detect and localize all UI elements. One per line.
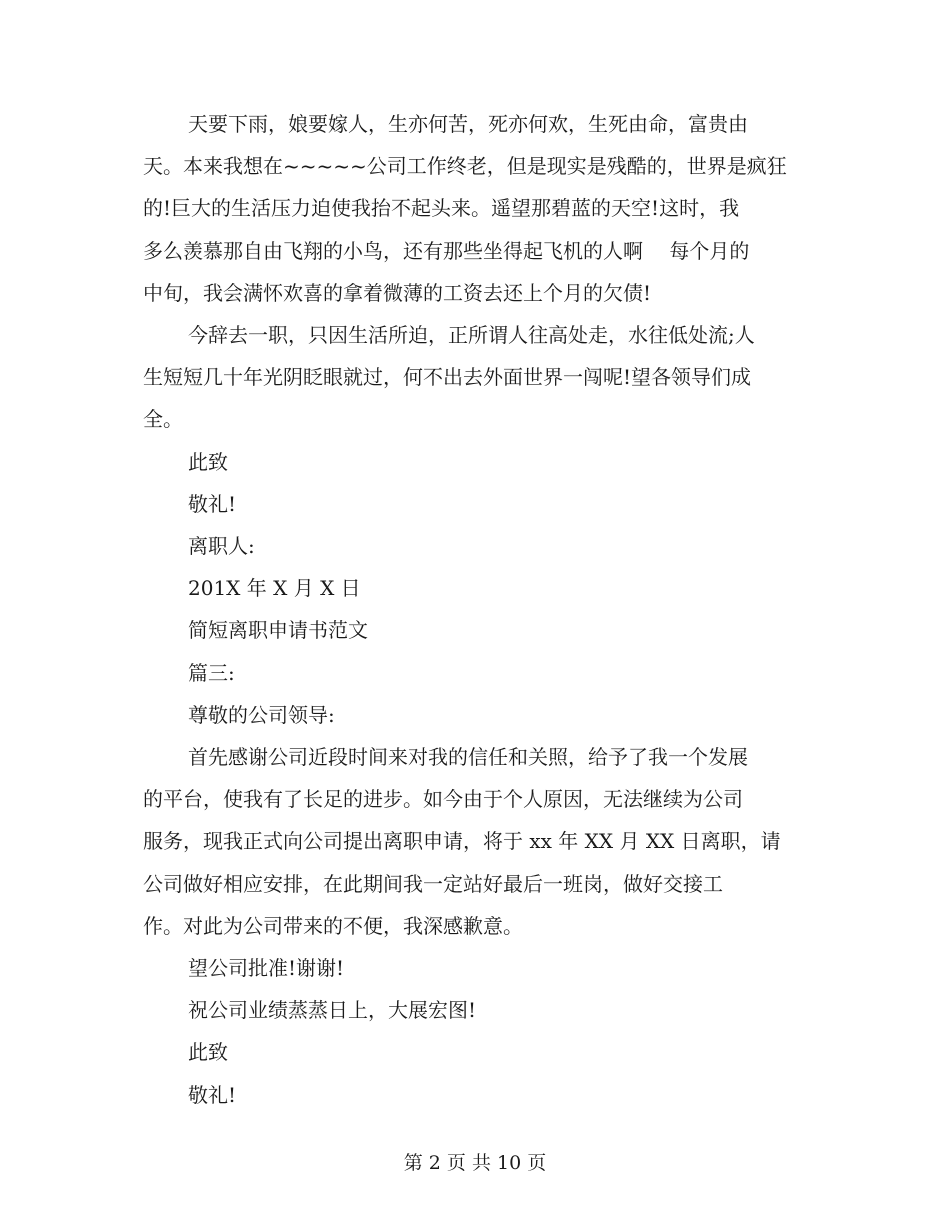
closing-phrase: 此致 [188,449,228,474]
document-body [143,103,808,1116]
text-line: 首先感谢公司近段时间来对我的信任和关照，给予了我一个发展 [188,745,748,770]
text-line: 望公司批准!谢谢! [188,956,345,981]
page-footer [0,1148,950,1175]
text-line: 今辞去一职，只因生活所迫，正所谓人往高处走，水往低处流;人 [188,323,755,348]
section-title: 简短离职申请书范文 [188,618,368,643]
signature-label: 离职人: [188,534,255,559]
text-line: 祝公司业绩蒸蒸日上，大展宏图! [188,998,477,1023]
salutation: 敬礼! [188,1082,237,1107]
text-line: 天。本来我想在~~~~~公司工作终老，但是现实是残酷的，世界是疯狂 [143,154,787,179]
text-line: 全。 [143,407,183,432]
closing-phrase: 此致 [188,1040,228,1065]
salutation: 敬礼! [188,491,237,516]
text-line: 公司做好相应安排，在此期间我一定站好最后一班岗，做好交接工 [143,871,723,896]
section-number: 篇三: [188,660,235,685]
text-line: 生短短几十年光阴眨眼就过，何不出去外面世界一闯呢!望各领导们成 [143,365,752,390]
text-line: 中旬，我会满怀欢喜的拿着微薄的工资去还上个月的欠债! [143,280,652,305]
page-number: 第 2 页 共 10 页 [403,1152,547,1174]
text-line: 作。对此为公司带来的不便，我深感歉意。 [143,913,523,938]
date-line: 201X 年 X 月 X 日 [188,576,361,601]
text-line: 的平台，使我有了长足的进步。如今由于个人原因，无法继续为公司 [143,787,743,812]
text-line: 的!巨大的生活压力迫使我抬不起头来。遥望那碧蓝的天空!这时，我 [143,196,740,221]
text-line: 服务，现我正式向公司提出离职申请，将于 xx 年 XX 月 XX 日离职，请 [143,829,781,854]
text-line: 多么羡慕那自由飞翔的小鸟，还有那些坐得起飞机的人啊 每个月的 [143,238,750,263]
text-line: 天要下雨，娘要嫁人，生亦何苦，死亦何欢，生死由命，富贵由 [188,112,748,136]
greeting: 尊敬的公司领导: [188,702,335,727]
